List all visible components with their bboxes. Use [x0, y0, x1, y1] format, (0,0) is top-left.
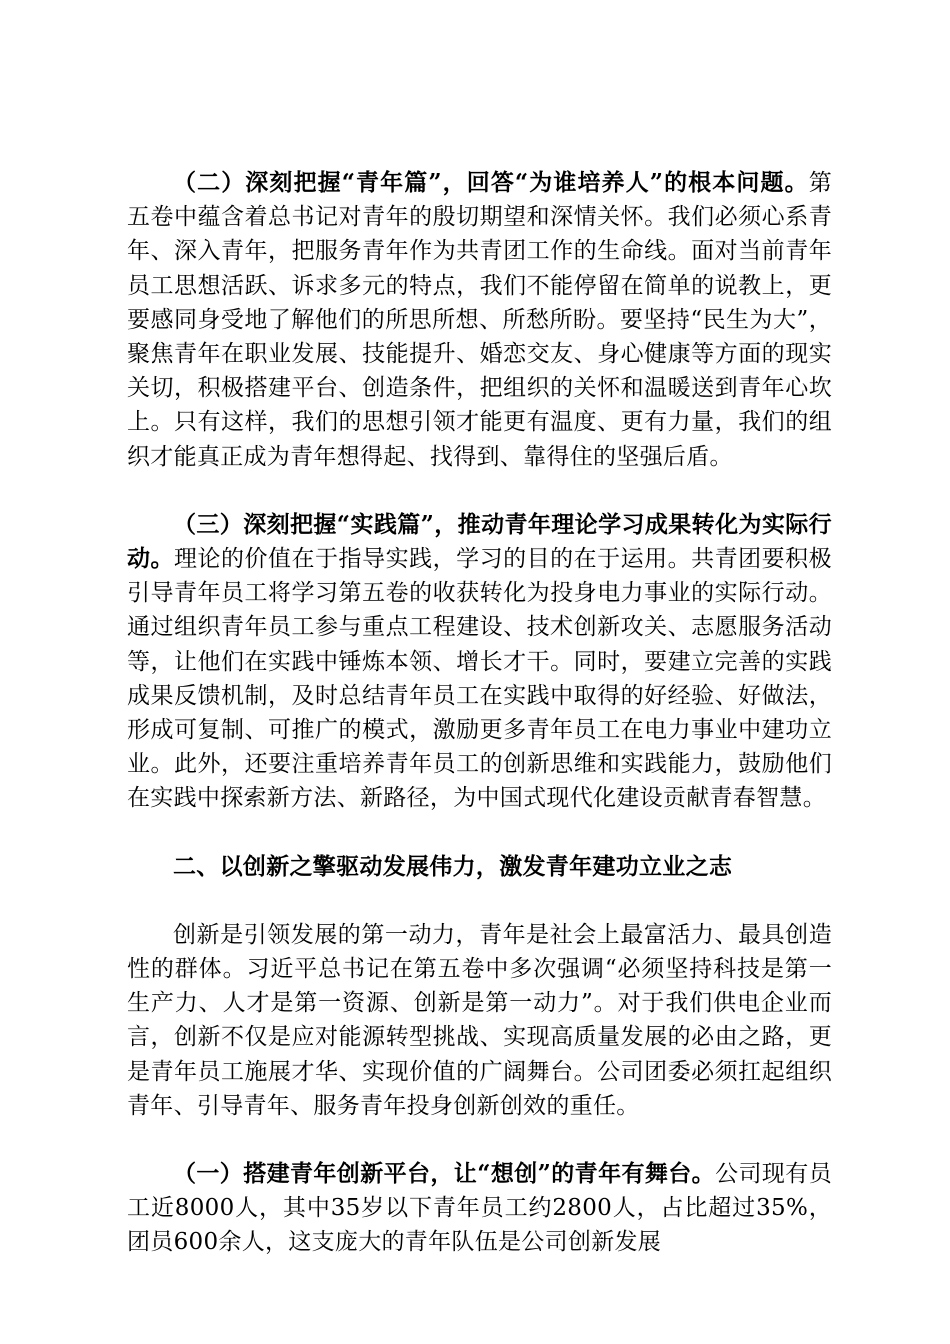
paragraph-innovation-intro: 创新是引领发展的第一动力，青年是社会上最富活力、最具创造性的群体。习近平总书记在第五卷中多次强调“必须坚持科技是第一生产力、人才是第一资源、创新是第一动力”。对于我们供电企业而言，创新不仅是应对能源转型挑战、实现高质量发展的必由之路，更是青年员工施展才华、实现价值的广阔舞台。公司团委必须扛起组织青年、引导青年、服务青年投身创新创效的重任。 [127, 921, 832, 1119]
paragraph-lead: （一）搭建青年创新平台，让“想创”的青年有舞台。 [173, 1160, 716, 1188]
paragraph-gap [127, 474, 832, 508]
paragraph-practice [127, 508, 832, 816]
section-heading: 二、以创新之擎驱动发展伟力，激发青年建功立业之志 [173, 852, 733, 880]
paragraph-text: 公司现有员工近8000人，其中35岁以下青年员工约2800人，占比超过35%，团员600余人，这支庞大的青年队伍是公司创新发展 [127, 1161, 832, 1256]
document-body [127, 166, 832, 1260]
paragraph-youth [127, 166, 832, 474]
paragraph-innovation-platform [127, 1157, 832, 1260]
paragraph-gap [127, 884, 832, 918]
paragraph-lead: （二）深刻把握“青年篇”，回答“为谁培养人”的根本问题。 [173, 169, 809, 196]
paragraph-lead: （三）深刻把握“实践篇”，推动青年理论学习成果转化为实际行动。 [127, 510, 832, 573]
paragraph-text: 理论的价值在于指导实践，学习的目的在于运用。共青团要积极引导青年员工将学习第五卷的收获转化为投身电力事业的实际行动。通过组织青年员工参与重点工程建设、技术创新攻关、志愿服务活动等，让他们在实践中锤炼本领、增长才干。同时，要建立完善的实践成果反馈机制，及时总结青年员工在实践中取得的好经验、好做法，形成可复制、可推广的模式，激励更多青年员工在电力事业中建功立业。此外，还要注重培养青年员工的创新思维和实践能力，鼓励他们在实践中探索新方法、新路径，为中国式现代化建设贡献青春智慧。 [127, 546, 832, 812]
paragraph-text: 第五卷中蕴含着总书记对青年的殷切期望和深情关怀。我们必须心系青年、深入青年，把服务青年作为共青团工作的生命线。面对当前青年员工思想活跃、诉求多元的特点，我们不能停留在简单的说教上，更要感同身受地了解他们的所思所想、所愁所盼。要坚持“民生为大”，聚焦青年在职业发展、技能提升、婚恋交友、身心健康等方面的现实关切，积极搭建平台、创造条件，把组织的关怀和温暖送到青年心坎上。只有这样，我们的思想引领才能更有温度、更有力量，我们的组织才能真正成为青年想得起、找得到、靠得住的坚强后盾。 [127, 170, 832, 470]
paragraph-gap [127, 1123, 832, 1157]
paragraph-gap [127, 816, 832, 850]
